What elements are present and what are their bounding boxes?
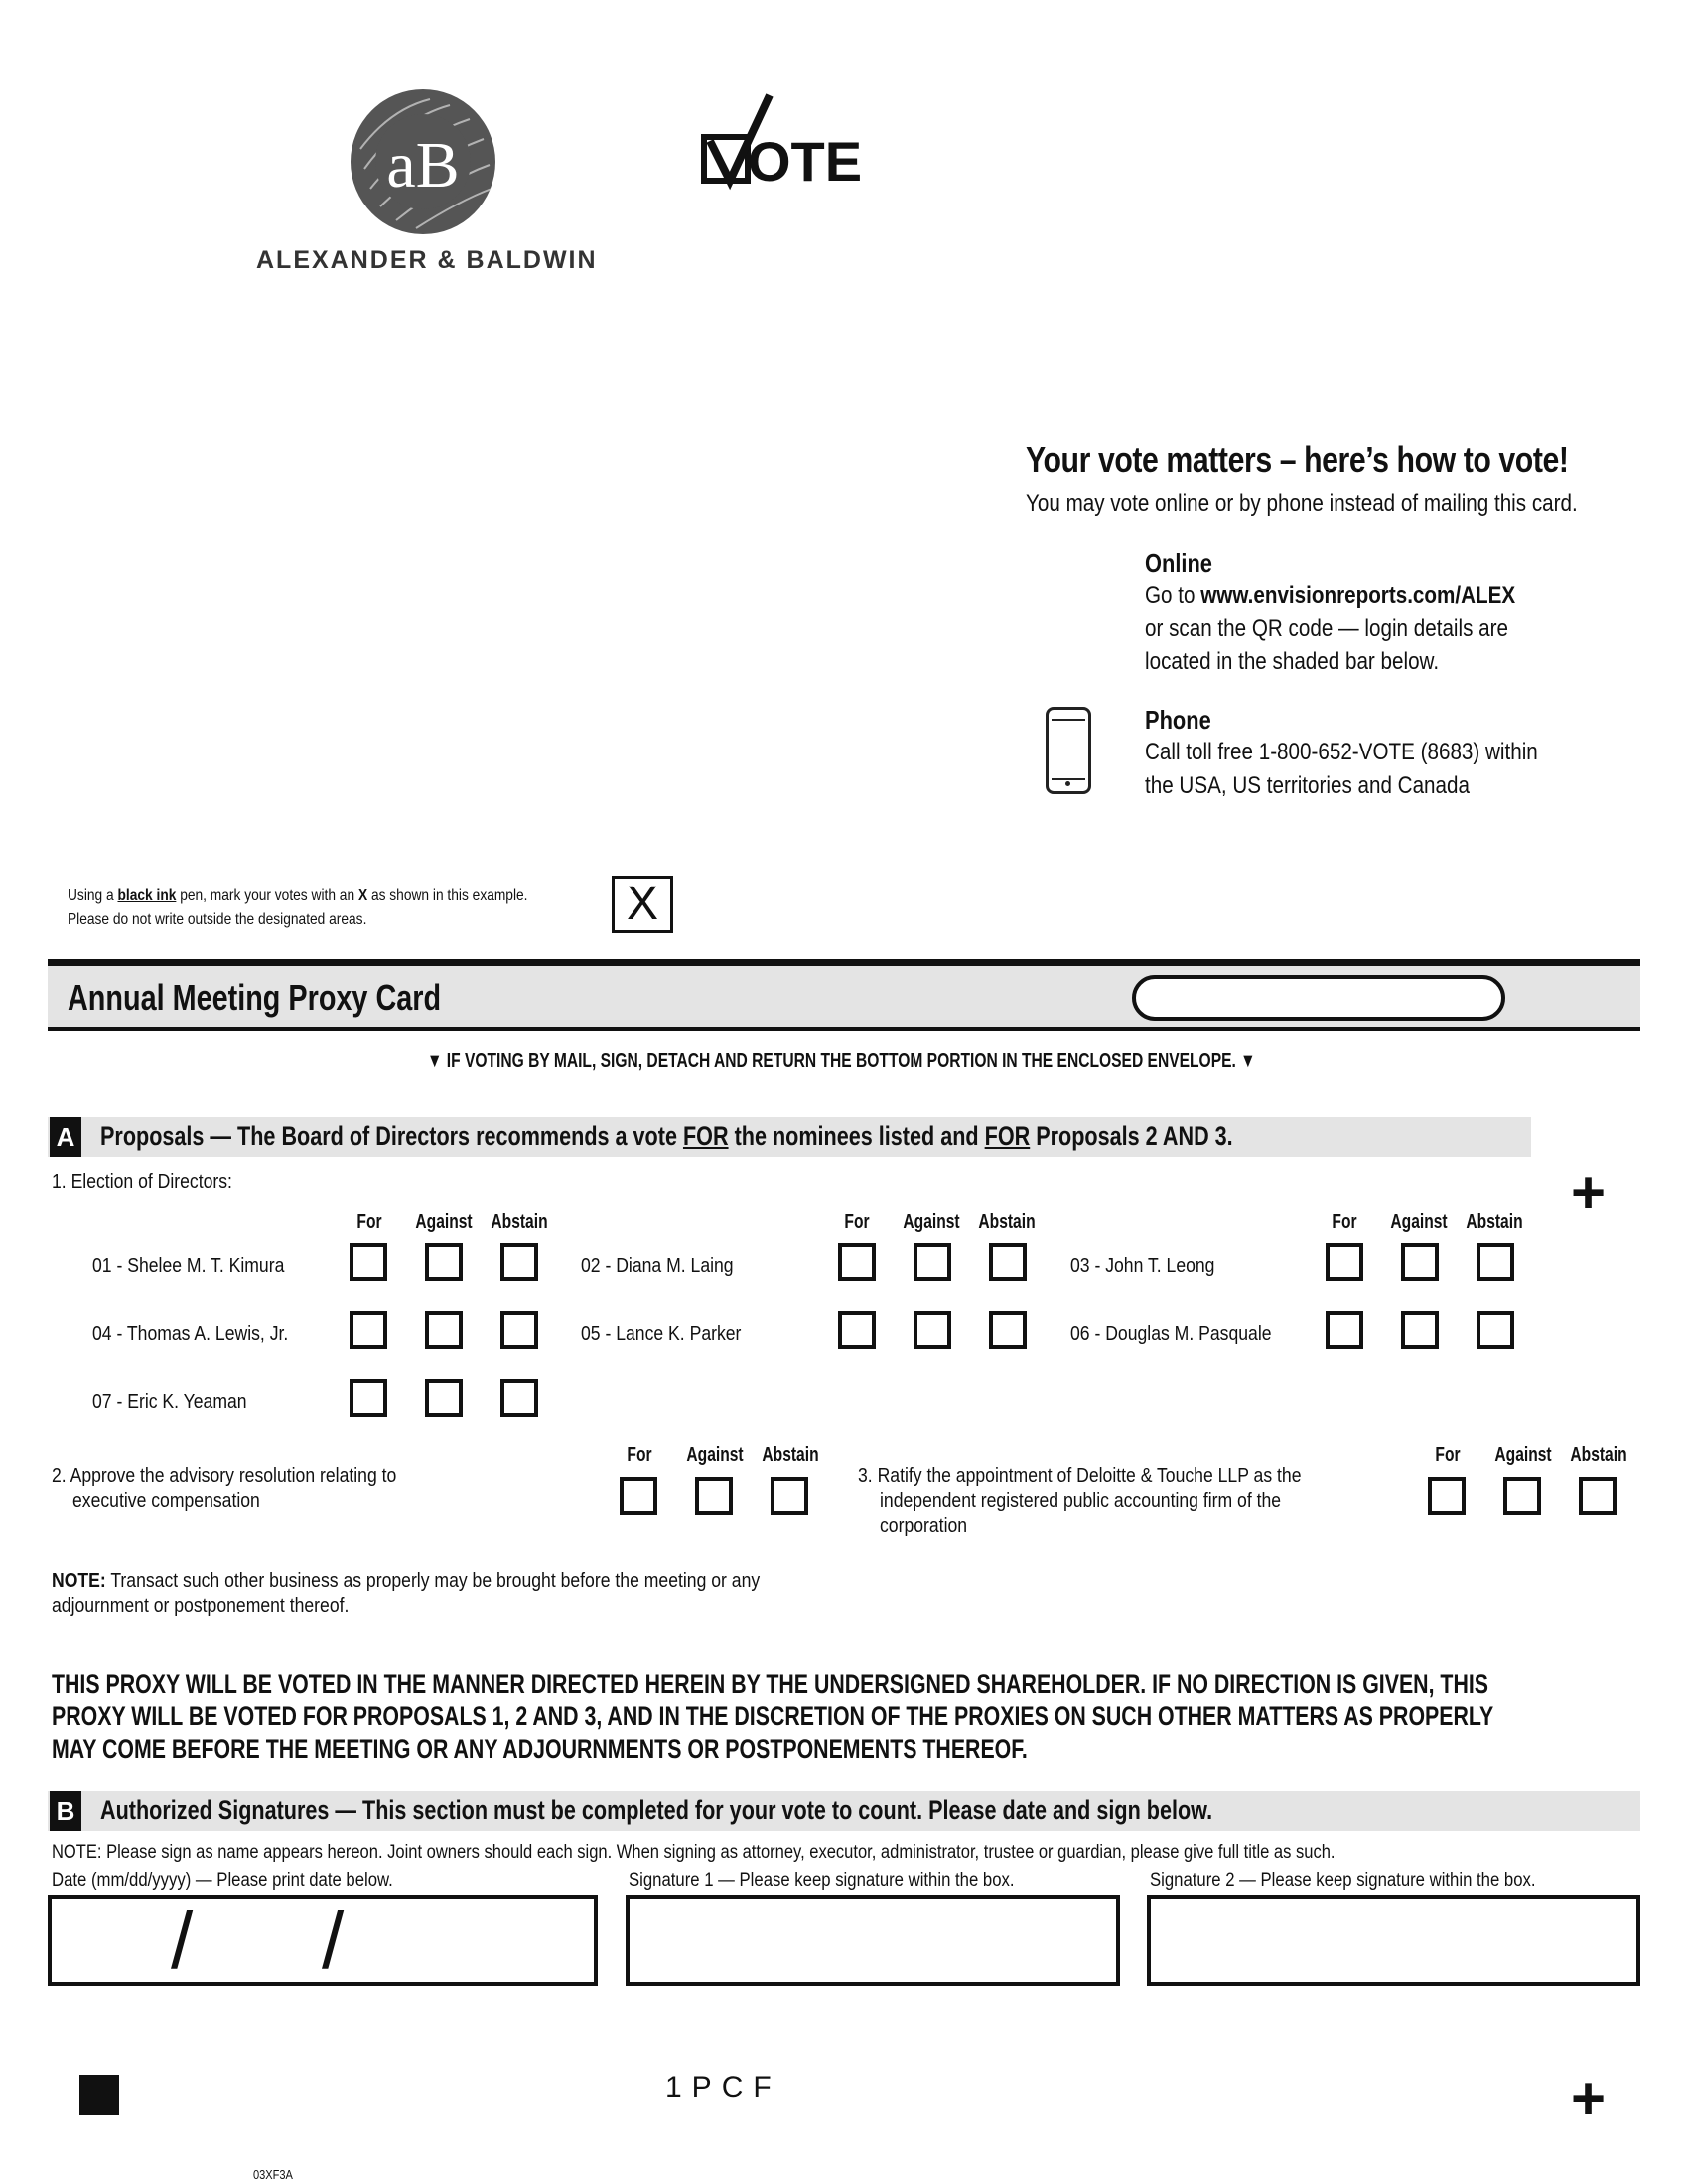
proposal-2-line2: executive compensation bbox=[72, 1490, 260, 1512]
nominee-label: 07 - Eric K. Yeaman bbox=[92, 1391, 247, 1413]
login-details-field bbox=[1132, 975, 1505, 1021]
proposal-2-for-checkbox[interactable] bbox=[620, 1477, 657, 1515]
instr-x: X bbox=[357, 887, 368, 904]
col-against: Against bbox=[686, 1444, 744, 1466]
nominee-03-for-checkbox[interactable] bbox=[1326, 1243, 1363, 1281]
note-text: Transact such other business as properly may be brought before the meeting or any bbox=[105, 1570, 761, 1592]
section-a-letter: A bbox=[50, 1117, 81, 1157]
col-for: For bbox=[1332, 1211, 1357, 1233]
phone-heading: Phone bbox=[1145, 705, 1211, 735]
nominee-02-against-checkbox[interactable] bbox=[914, 1243, 951, 1281]
mail-instructions: ▼ IF VOTING BY MAIL, SIGN, DETACH AND RETURN THE BOTTOM PORTION IN THE ENCLOSED ENVELOPE. ▼ bbox=[427, 1050, 1256, 1072]
col-abstain: Abstain bbox=[1466, 1211, 1523, 1233]
section-b-title: Authorized Signatures — This section must be completed for your vote to count. Please date and sign below. bbox=[100, 1795, 1213, 1825]
nominee-04-abstain-checkbox[interactable] bbox=[500, 1311, 538, 1349]
nominee-07-against-checkbox[interactable] bbox=[425, 1379, 463, 1417]
nominee-04-for-checkbox[interactable] bbox=[350, 1311, 387, 1349]
nominee-04-against-checkbox[interactable] bbox=[425, 1311, 463, 1349]
card-title: Annual Meeting Proxy Card bbox=[68, 977, 442, 1018]
instr-text-a: Using a bbox=[68, 887, 118, 904]
proposal-3-abstain-checkbox[interactable] bbox=[1579, 1477, 1617, 1515]
marking-instruction-line1 bbox=[68, 887, 527, 905]
proposal-3-against-checkbox[interactable] bbox=[1503, 1477, 1541, 1515]
nominee-05-against-checkbox[interactable] bbox=[914, 1311, 951, 1349]
svg-text:OTE: OTE bbox=[748, 130, 863, 193]
nominee-07-for-checkbox[interactable] bbox=[350, 1379, 387, 1417]
date-field[interactable] bbox=[48, 1895, 598, 1986]
nominee-label: 04 - Thomas A. Lewis, Jr. bbox=[92, 1323, 289, 1345]
nominee-03-against-checkbox[interactable] bbox=[1401, 1243, 1439, 1281]
online-heading: Online bbox=[1145, 548, 1212, 578]
phone-icon bbox=[1046, 707, 1091, 794]
proposal-3-line2: independent registered public accounting firm of the bbox=[880, 1490, 1282, 1512]
col-for: For bbox=[1435, 1444, 1461, 1466]
nominee-label: 02 - Diana M. Laing bbox=[581, 1255, 734, 1277]
proposal-3-for-checkbox[interactable] bbox=[1428, 1477, 1466, 1515]
note-label: NOTE: bbox=[52, 1570, 106, 1592]
col-for: For bbox=[627, 1444, 652, 1466]
proposal-2-abstain-checkbox[interactable] bbox=[771, 1477, 808, 1515]
col-abstain: Abstain bbox=[1570, 1444, 1627, 1466]
online-line2: or scan the QR code — login details are bbox=[1145, 615, 1508, 642]
signature-2-label: Signature 2 — Please keep signature within the box. bbox=[1150, 1870, 1536, 1891]
phone-line1: Call toll free 1-800-652-VOTE (8683) within bbox=[1145, 739, 1538, 765]
card-top-rule bbox=[48, 959, 1640, 966]
logo-monogram: aB bbox=[386, 129, 460, 202]
nominee-06-for-checkbox[interactable] bbox=[1326, 1311, 1363, 1349]
section-a-for-1: FOR bbox=[682, 1121, 729, 1151]
col-abstain: Abstain bbox=[491, 1211, 548, 1233]
col-against: Against bbox=[1494, 1444, 1552, 1466]
nominee-06-abstain-checkbox[interactable] bbox=[1477, 1311, 1514, 1349]
proposals-note-line1 bbox=[52, 1570, 760, 1593]
nominee-label: 06 - Douglas M. Pasquale bbox=[1070, 1323, 1272, 1345]
col-against: Against bbox=[415, 1211, 473, 1233]
section-a-title-part3: Proposals 2 AND 3. bbox=[1030, 1121, 1233, 1151]
company-name: ALEXANDER & BALDWIN bbox=[256, 246, 598, 274]
section-b-letter: B bbox=[50, 1791, 81, 1831]
date-slash: / bbox=[322, 1896, 345, 1984]
company-logo-mark bbox=[351, 89, 495, 234]
section-a-title-part1: Proposals — The Board of Directors recommends a vote bbox=[100, 1121, 683, 1151]
nominee-05-for-checkbox[interactable] bbox=[838, 1311, 876, 1349]
section-a-title-part2: the nominees listed and bbox=[728, 1121, 985, 1151]
date-slash: / bbox=[171, 1896, 194, 1984]
nominee-07-abstain-checkbox[interactable] bbox=[500, 1379, 538, 1417]
online-line1 bbox=[1145, 582, 1515, 610]
signature-1-field[interactable] bbox=[626, 1895, 1120, 1986]
col-for: For bbox=[844, 1211, 870, 1233]
col-against: Against bbox=[903, 1211, 960, 1233]
form-small-code: 03XF3A bbox=[253, 2167, 293, 2182]
section-a-title bbox=[100, 1121, 1233, 1152]
vote-info-title: Your vote matters – here’s how to vote! bbox=[1026, 439, 1569, 479]
proposal-2-against-checkbox[interactable] bbox=[695, 1477, 733, 1515]
nominee-03-abstain-checkbox[interactable] bbox=[1477, 1243, 1514, 1281]
col-against: Against bbox=[1390, 1211, 1448, 1233]
registration-plus-top: + bbox=[1571, 1160, 1607, 1226]
online-prefix: Go to bbox=[1145, 582, 1201, 609]
instr-text-b: pen, mark your votes with an bbox=[176, 887, 358, 904]
vote-logo bbox=[700, 89, 869, 199]
card-bottom-rule bbox=[48, 1027, 1640, 1031]
nominee-05-abstain-checkbox[interactable] bbox=[989, 1311, 1027, 1349]
instr-text-c: as shown in this example. bbox=[367, 887, 528, 904]
marking-instruction-line2: Please do not write outside the designated areas. bbox=[68, 911, 367, 928]
col-abstain: Abstain bbox=[762, 1444, 819, 1466]
proposal-2-line1: 2. Approve the advisory resolution relating to bbox=[52, 1465, 397, 1487]
example-mark-box: X bbox=[612, 876, 673, 933]
form-code: 1PCF bbox=[665, 2071, 781, 2104]
nominee-02-for-checkbox[interactable] bbox=[838, 1243, 876, 1281]
nominee-02-abstain-checkbox[interactable] bbox=[989, 1243, 1027, 1281]
signature-1-label: Signature 1 — Please keep signature within the box. bbox=[629, 1870, 1015, 1891]
signature-2-field[interactable] bbox=[1147, 1895, 1640, 1986]
proxy-disclaimer: THIS PROXY WILL BE VOTED IN THE MANNER DIRECTED HEREIN BY THE UNDERSIGNED SHAREHOLDER. IF NO DIRECTION IS GIVEN, THIS PROXY WILL BE VOTED FOR PROPOSALS 1, 2 AND 3, AND IN THE DISCRETION OF THE PROXIES ON SUCH OTHER MATTERS AS PROPERLY MAY COME BEFORE THE MEETING OR ANY ADJOURNMENTS OR POSTPONEMENTS THEREOF. bbox=[52, 1669, 1493, 1764]
proposal-3-line3: corporation bbox=[880, 1515, 968, 1537]
registration-plus-bottom: + bbox=[1571, 2065, 1607, 2131]
proposals-note-line2: adjournment or postponement thereof. bbox=[52, 1595, 350, 1617]
vote-info-subtitle: You may vote online or by phone instead of mailing this card. bbox=[1026, 490, 1578, 517]
col-abstain: Abstain bbox=[978, 1211, 1036, 1233]
nominee-label: 01 - Shelee M. T. Kimura bbox=[92, 1255, 285, 1277]
nominee-label: 05 - Lance K. Parker bbox=[581, 1323, 742, 1345]
nominee-label: 03 - John T. Leong bbox=[1070, 1255, 1215, 1277]
online-line3: located in the shaded bar below. bbox=[1145, 648, 1440, 675]
nominee-01-for-checkbox[interactable] bbox=[350, 1243, 387, 1281]
nominee-01-against-checkbox[interactable] bbox=[425, 1243, 463, 1281]
date-label: Date (mm/dd/yyyy) — Please print date below. bbox=[52, 1870, 393, 1891]
signature-note: NOTE: Please sign as name appears hereon. Joint owners should each sign. When signing as attorney, executor, administrator, trustee or guardian, please give full title as such. bbox=[52, 1843, 1336, 1863]
phone-line2: the USA, US territories and Canada bbox=[1145, 772, 1470, 799]
election-label: 1. Election of Directors: bbox=[52, 1171, 232, 1193]
nominee-01-abstain-checkbox[interactable] bbox=[500, 1243, 538, 1281]
online-url[interactable]: www.envisionreports.com/ALEX bbox=[1200, 582, 1516, 609]
section-a-for-2: FOR bbox=[984, 1121, 1031, 1151]
proposal-3-line1: 3. Ratify the appointment of Deloitte & Touche LLP as the bbox=[858, 1465, 1302, 1487]
registration-square bbox=[79, 2075, 119, 2115]
col-for: For bbox=[356, 1211, 382, 1233]
instr-black-ink: black ink bbox=[117, 887, 177, 904]
nominee-06-against-checkbox[interactable] bbox=[1401, 1311, 1439, 1349]
